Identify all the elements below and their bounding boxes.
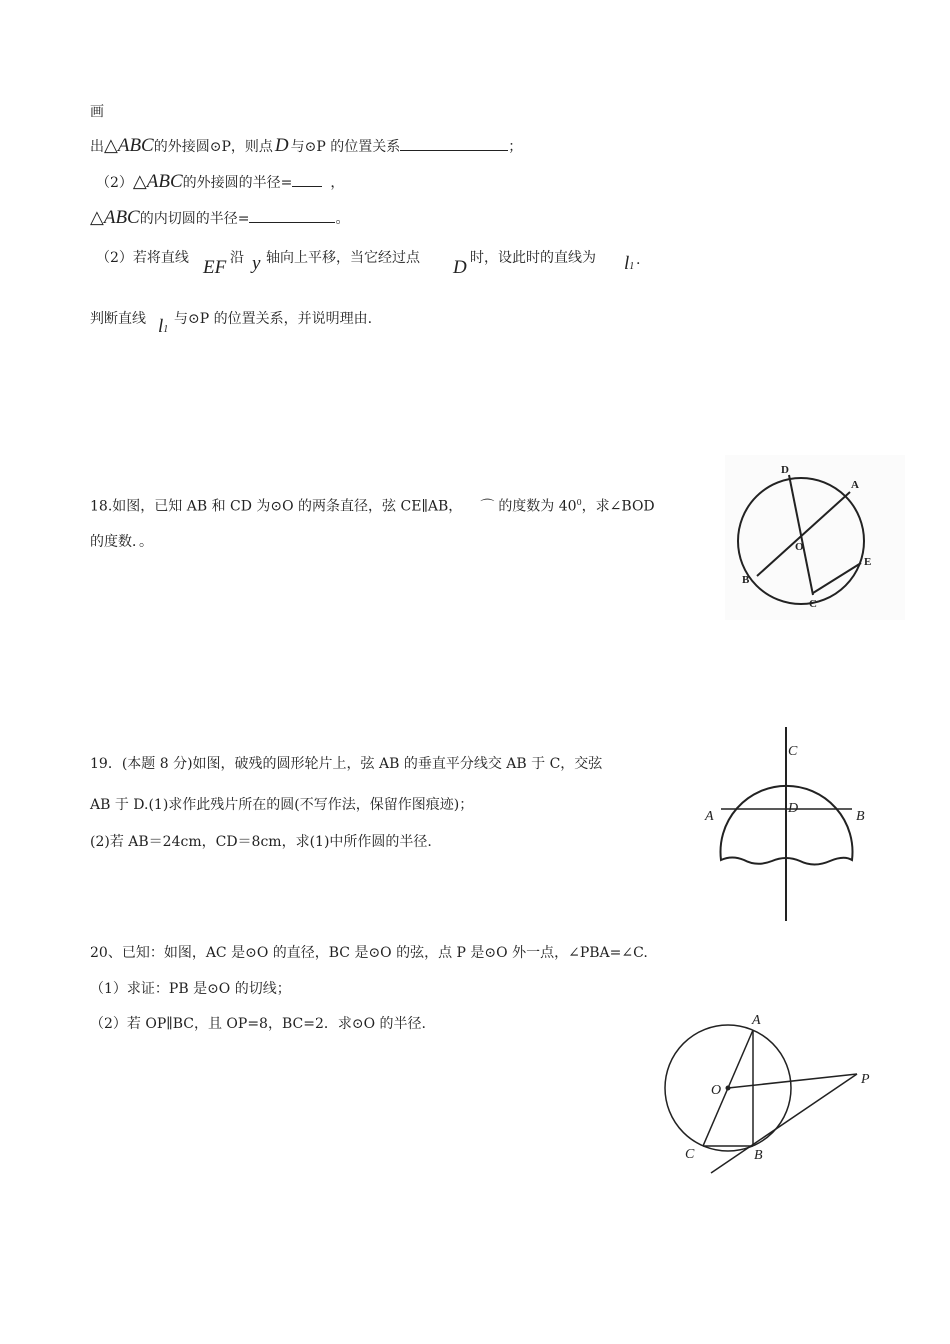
fig20-label-p: P (861, 1072, 870, 1087)
p19-line1: 19．(本题 8 分)如图，破残的圆形轮片上，弦 AB 的垂直平分线交 AB 于 C，交弦 (90, 756, 603, 772)
p18-line2: 的度数．。 (90, 534, 153, 550)
fig18-label-a: A (851, 479, 859, 491)
answer-blank-1[interactable] (400, 138, 508, 151)
fig18-label-o: O (795, 541, 804, 553)
p17-l5-a: 判断直线 (90, 311, 146, 327)
center-dot (726, 1086, 731, 1091)
p18-line1 (90, 493, 655, 517)
fig19-label-b: B (856, 809, 865, 824)
p17-l4-d: 时，设此时的直线为 (470, 250, 596, 266)
figure-18 (725, 455, 905, 620)
fig18-label-c: C (809, 598, 817, 610)
p17-l3-c: 。 (335, 211, 350, 227)
fig19-label-c: C (788, 744, 798, 759)
p17-l5-b: 与⊙P 的位置关系，并说明理由. (174, 311, 373, 327)
triangle-symbol: △ (104, 135, 118, 156)
p20-line3: （2）若 OP∥BC，且 OP=8，BC=2．求⊙O 的半径. (90, 1016, 426, 1032)
p17-l1-c: 与⊙P 的位置关系 (290, 139, 401, 155)
p17-l1-b: 的外接圆⊙P，则点 (153, 139, 273, 155)
fig18-label-b: B (742, 574, 750, 586)
line-ef-label: EF (203, 257, 227, 278)
abc-label: ABC (103, 207, 140, 228)
p17-l2-c: ， (330, 175, 345, 191)
p20-line1: 20、已知：如图，AC 是⊙O 的直径，BC 是⊙O 的弦，点 P 是⊙O 外一点，∠PBA=∠C. (90, 945, 648, 961)
segment-op (728, 1074, 857, 1088)
line-l1-label: l1 (624, 253, 635, 274)
fig20-label-c: C (685, 1147, 695, 1162)
text-hua: 画 (90, 104, 104, 120)
semicolon: ； (508, 139, 523, 155)
p17-l4-b: 沿 (230, 250, 244, 266)
line-l1-label: l1 (158, 316, 169, 337)
axis-y-label: y (252, 253, 261, 274)
figure-19 (700, 725, 875, 925)
fig20-label-b: B (754, 1148, 763, 1163)
tangent-pb (711, 1074, 857, 1173)
p20-line2: （1）求证：PB 是⊙O 的切线； (90, 981, 291, 997)
answer-blank-2[interactable] (292, 174, 322, 187)
triangle-symbol: △ (90, 207, 104, 228)
figure-20 (660, 1005, 885, 1180)
p17-line2 (96, 172, 344, 193)
point-d: D (453, 257, 467, 278)
fig20-label-a: A (752, 1013, 761, 1028)
arc-symbol: ⌒ (480, 498, 495, 515)
p18-line1-b: 的度数为 40 (498, 498, 577, 515)
answer-blank-3[interactable] (249, 210, 335, 223)
p17-l2-a: （2） (96, 175, 133, 191)
fig18-label-d: D (781, 464, 789, 476)
p17-l4-a: （2）若将直线 (96, 250, 189, 266)
p17-l2-b: 的外接圆的半径= (182, 175, 293, 191)
point-d: D (274, 135, 289, 156)
p18-line1-a: 18.如图，已知 AB 和 CD 为⊙O 的两条直径，弦 CE∥AB， (90, 498, 463, 515)
p19-line2: AB 于 D.(1)求作此残片所在的圆(不写作法，保留作图痕迹)； (90, 797, 474, 813)
p17-line3 (90, 208, 349, 229)
p18-line1-c: ，求∠BOD (581, 498, 655, 515)
p17-l1-a: 出 (90, 139, 104, 155)
fig19-label-d: D (788, 801, 799, 816)
fig19-label-a: A (705, 809, 714, 824)
p17-line1 (90, 136, 522, 157)
fig20-label-o: O (711, 1083, 722, 1098)
abc-label: ABC (146, 171, 183, 192)
p17-l3-b: 的内切圆的半径= (139, 211, 250, 227)
fig18-label-e: E (864, 556, 872, 568)
p19-line3: (2)若 AB＝24cm，CD＝8cm，求(1)中所作圆的半径. (90, 834, 432, 850)
abc-label: ABC (117, 135, 154, 156)
triangle-symbol: △ (132, 171, 147, 192)
period: . (636, 252, 641, 268)
p17-l4-c: 轴向上平移，当它经过点 (266, 250, 420, 266)
degree-sup: 0 (576, 498, 582, 507)
